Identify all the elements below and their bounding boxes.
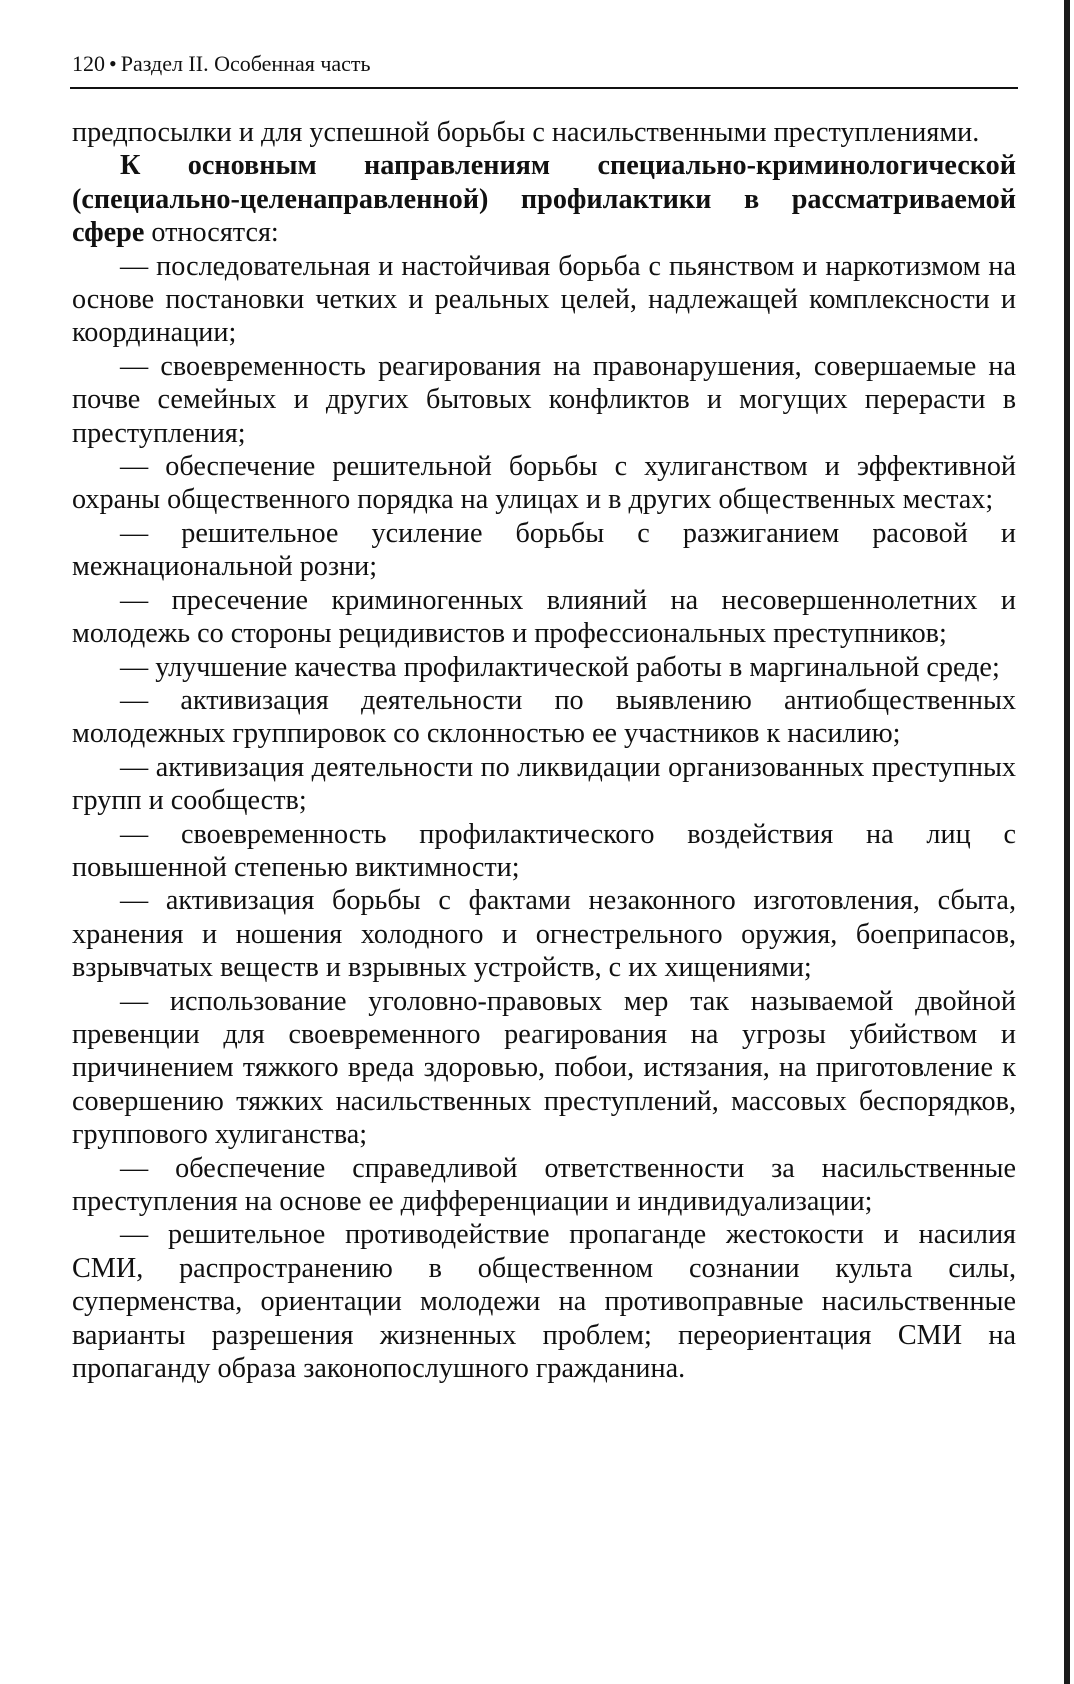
list-item: — обеспечение справедливой ответственности за насильственные преступления на основе ее дифференциации и индивидуализации;	[72, 1152, 1016, 1217]
list-item: — активизация деятельности по ликвидации организованных преступных групп и сообществ;	[72, 751, 1016, 817]
lead-paragraph	[72, 149, 1016, 249]
list-item: — активизация деятельности по выявлению антиобщественных молодежных группировок со склонностью ее участников к насилию;	[72, 684, 1016, 750]
list-item: — обеспечение решительной борьбы с хулиганством и эффективной охраны общественного порядка на улицах и в других общественных местах;	[72, 451, 1016, 516]
list-item: — последовательная и настойчивая борьба с пьянством и наркотизмом на основе постановки четких и реальных целей, надлежащей комплексности и координации;	[72, 250, 1016, 349]
lead-rest-text: относятся:	[144, 217, 279, 249]
list-item: — своевременность реагирования на правонарушения, совершаемые на почве семейных и других бытовых конфликтов и могущих перерасти в преступления;	[72, 350, 1016, 449]
section-title: Раздел II. Особенная часть	[120, 51, 371, 76]
list-item: — решительное усиление борьбы с разжиганием расовой и межнациональной розни;	[72, 517, 1016, 583]
list-item: — активизация борьбы с фактами незаконного изготовления, сбыта, хранения и ношения холодного и огнестрельного оружия, боеприпасов, взрывчатых веществ и взрывных устройств, с их хищениями;	[72, 885, 1016, 984]
list-item: — улучшение качества профилактической работы в маргинальной среде;	[120, 651, 1000, 683]
list-item: — своевременность профилактического воздействия на лиц с повышенной степенью виктимности;	[72, 818, 1016, 883]
header-rule	[70, 87, 1018, 89]
running-header	[72, 50, 371, 78]
list-item: — использование уголовно-правовых мер так называемой двойной превенции для своевременного реагирования на угрозы убийством и причинением тяжкого вреда здоровью, побои, истязания, на приготовление к совершению тяжких насильственных преступлений, массовых беспорядков, группового хулиганства;	[72, 985, 1016, 1151]
page-edge-shadow	[1064, 0, 1070, 1684]
lead-bold-text: К основным направлениям специально-криминологической (специально-целенаправленной) профилактики в рассматриваемой сфере	[72, 150, 1016, 249]
page-body	[72, 116, 1016, 1385]
list-item: — пресечение криминогенных влияний на несовершеннолетних и молодежь со стороны рецидивистов и профессиональных преступников;	[72, 584, 1016, 650]
page-number: 120	[72, 51, 105, 76]
header-bullet: •	[109, 51, 117, 76]
intro-paragraph: предпосылки и для успешной борьбы с насильственными преступлениями.	[72, 117, 980, 148]
list-item: — решительное противодействие пропаганде жестокости и насилия СМИ, распространению в общественном сознании культа силы, суперменства, ориентации молодежи на противоправные насильственные варианты разрешения жизненных проблем; переориентация СМИ на пропаганду образа законопослушного гражданина.	[72, 1219, 1016, 1385]
